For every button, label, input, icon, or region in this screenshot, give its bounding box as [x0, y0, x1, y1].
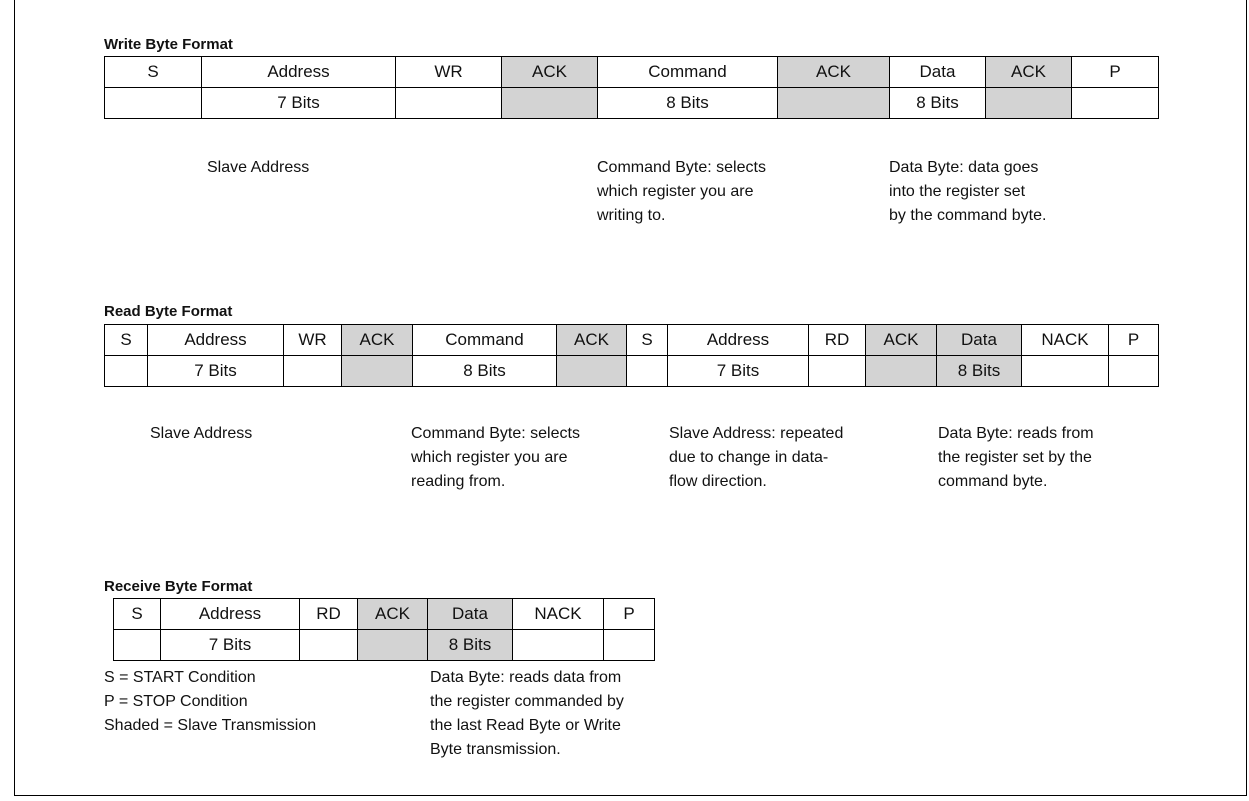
- bit-width-cell: 8 Bits: [428, 630, 513, 661]
- bit-width-cell: 7 Bits: [161, 630, 300, 661]
- legend-start: S = START Condition: [104, 669, 256, 686]
- field-cell: RD: [300, 599, 358, 630]
- field-cell: Address: [148, 325, 284, 356]
- note-line: Command Byte: selects: [597, 159, 766, 176]
- bit-width-cell: [866, 356, 937, 387]
- note-line: by the command byte.: [889, 207, 1047, 224]
- bit-width-cell: [342, 356, 413, 387]
- bit-width-cell: [1072, 88, 1159, 119]
- note-line: Slave Address: [150, 425, 253, 442]
- read-format-table: [104, 324, 1159, 387]
- legend-stop: P = STOP Condition: [104, 693, 248, 710]
- field-cell: Data: [428, 599, 513, 630]
- receive-format-title: Receive Byte Format: [104, 578, 253, 595]
- read-data-byte-note: [938, 422, 1094, 494]
- legend-shaded: Shaded = Slave Transmission: [104, 717, 317, 734]
- field-cell: ACK: [358, 599, 428, 630]
- field-cell: S: [105, 57, 202, 88]
- note-line: Byte transmission.: [430, 741, 561, 758]
- bit-width-cell: [604, 630, 655, 661]
- note-line: command byte.: [938, 473, 1048, 490]
- bit-width-cell: 7 Bits: [148, 356, 284, 387]
- bit-width-cell: [284, 356, 342, 387]
- note-line: the register commanded by: [430, 693, 624, 710]
- note-line: which register you are: [597, 183, 754, 200]
- bit-width-cell: [557, 356, 627, 387]
- field-cell: ACK: [342, 325, 413, 356]
- note-line: Data Byte: reads from: [938, 425, 1094, 442]
- write-format-table: [104, 56, 1159, 119]
- note-line: the register set by the: [938, 449, 1092, 466]
- bit-width-cell: 7 Bits: [202, 88, 396, 119]
- bit-width-cell: 8 Bits: [890, 88, 986, 119]
- header-row: [114, 599, 655, 630]
- field-cell: WR: [284, 325, 342, 356]
- field-cell: Command: [413, 325, 557, 356]
- note-line: writing to.: [597, 207, 666, 224]
- field-cell: NACK: [1022, 325, 1109, 356]
- bit-width-cell: 8 Bits: [937, 356, 1022, 387]
- read-repeated-address-note: [669, 422, 843, 494]
- note-line: Command Byte: selects: [411, 425, 580, 442]
- bit-width-cell: [513, 630, 604, 661]
- field-cell: S: [114, 599, 161, 630]
- receive-data-byte-note: [430, 666, 624, 762]
- bit-width-cell: [809, 356, 866, 387]
- bit-width-cell: [396, 88, 502, 119]
- note-line: Slave Address: repeated: [669, 425, 844, 442]
- note-line: the last Read Byte or Write: [430, 717, 621, 734]
- bit-width-cell: [114, 630, 161, 661]
- read-command-byte-note: [411, 422, 580, 494]
- field-cell: ACK: [502, 57, 598, 88]
- bit-width-cell: [986, 88, 1072, 119]
- note-line: into the register set: [889, 183, 1026, 200]
- field-cell: Data: [890, 57, 986, 88]
- bit-width-cell: [105, 88, 202, 119]
- note-line: which register you are: [411, 449, 568, 466]
- bit-width-cell: 8 Bits: [598, 88, 778, 119]
- field-cell: P: [1109, 325, 1159, 356]
- field-cell: Data: [937, 325, 1022, 356]
- read-format-title: Read Byte Format: [104, 303, 233, 320]
- bits-row: [105, 356, 1159, 387]
- field-cell: Address: [161, 599, 300, 630]
- bit-width-cell: 7 Bits: [668, 356, 809, 387]
- note-line: reading from.: [411, 473, 506, 490]
- field-cell: RD: [809, 325, 866, 356]
- field-cell: Address: [202, 57, 396, 88]
- bit-width-cell: [300, 630, 358, 661]
- field-cell: WR: [396, 57, 502, 88]
- field-cell: ACK: [986, 57, 1072, 88]
- bit-width-cell: [358, 630, 428, 661]
- note-line: Data Byte: reads data from: [430, 669, 622, 686]
- bit-width-cell: [627, 356, 668, 387]
- write-data-byte-note: [889, 156, 1046, 228]
- field-cell: ACK: [866, 325, 937, 356]
- bit-width-cell: [778, 88, 890, 119]
- bits-row: [114, 630, 655, 661]
- write-command-byte-note: [597, 156, 766, 228]
- note-line: Slave Address: [207, 159, 310, 176]
- field-cell: S: [627, 325, 668, 356]
- field-cell: Address: [668, 325, 809, 356]
- write-slave-address-note: [207, 156, 309, 180]
- field-cell: ACK: [778, 57, 890, 88]
- note-line: due to change in data-: [669, 449, 829, 466]
- field-cell: P: [604, 599, 655, 630]
- field-cell: P: [1072, 57, 1159, 88]
- bit-width-cell: [1109, 356, 1159, 387]
- note-line: Data Byte: data goes: [889, 159, 1039, 176]
- field-cell: ACK: [557, 325, 627, 356]
- field-cell: NACK: [513, 599, 604, 630]
- read-slave-address-note: [150, 422, 252, 446]
- header-row: [105, 325, 1159, 356]
- write-format-title: Write Byte Format: [104, 36, 233, 53]
- field-cell: Command: [598, 57, 778, 88]
- bits-row: [105, 88, 1159, 119]
- bit-width-cell: [1022, 356, 1109, 387]
- bit-width-cell: [502, 88, 598, 119]
- receive-format-table: [113, 598, 655, 661]
- header-row: [105, 57, 1159, 88]
- bit-width-cell: 8 Bits: [413, 356, 557, 387]
- legend-note: [104, 666, 316, 738]
- field-cell: S: [105, 325, 148, 356]
- note-line: flow direction.: [669, 473, 767, 490]
- bit-width-cell: [105, 356, 148, 387]
